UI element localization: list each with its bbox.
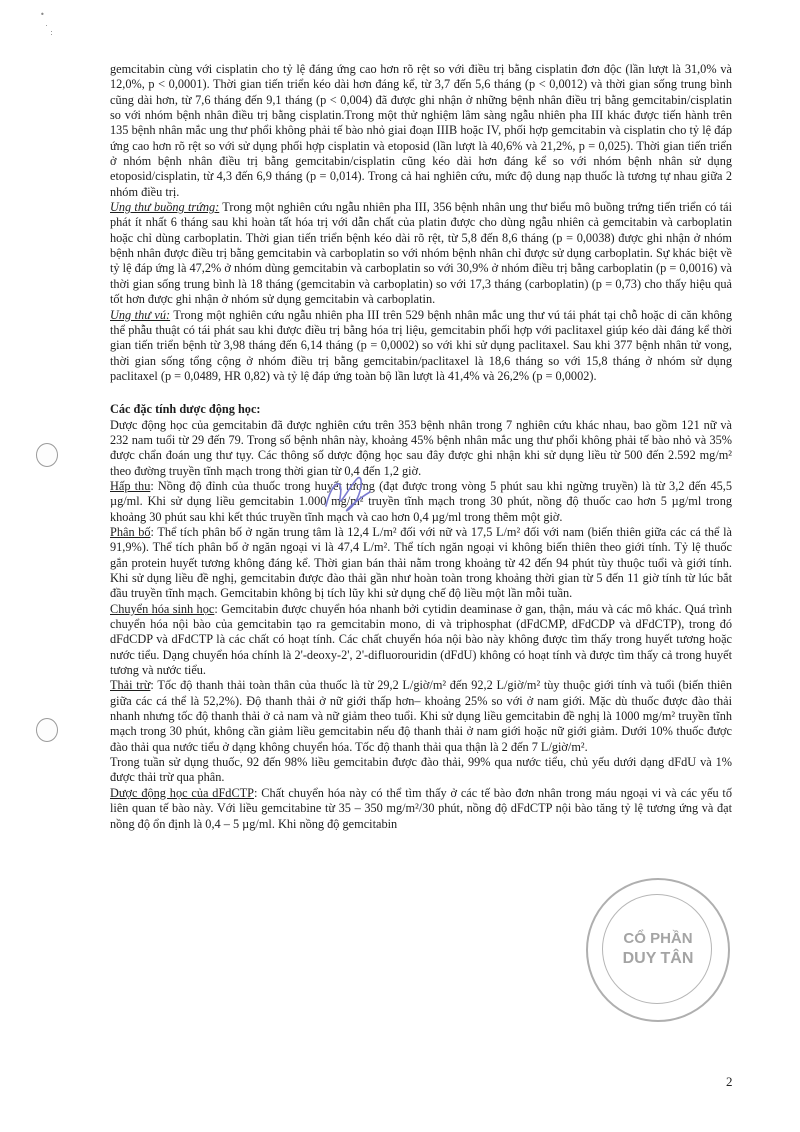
paragraph-distribution: Phân bố: Thể tích phân bố ở ngăn trung tâm là 12,4 L/m² đối với nữ và 17,5 L/m² đối với nam (biến thiên giữa các cá thể là 91,9%). Thể tích phân bố ở ngăn ngoại vi là 47,4 L/m². Thể tích ngăn ngoại vi không biến thiên theo giới tính. Tỷ lệ thuốc gắn protein huyết tương không đáng kể. Thời gian bán thải nằm trong khoảng từ 42 đến 94 phút tùy thuộc tuổi và giới tính. Khi sử dụng liều đề nghị, gemcitabin được đào thải gần như hoàn toàn trong khoảng thời gian từ 5 đến 11 giờ tính từ lúc bắt đầu truyền tĩnh mạch. Gemcitabin không bị tích lũy khi sử dụng chế độ liều một lần mỗi tuần.	[110, 524, 732, 601]
section-label-elimination: Thải trừ	[110, 678, 151, 693]
scan-specks: • . :	[40, 10, 53, 37]
punch-hole-top	[36, 443, 58, 467]
stamp-text-line1: CỔ PHẦN	[623, 930, 693, 947]
paragraph-lung-cancer: gemcitabin cùng với cisplatin cho tỷ lệ đáng ứng cao hơn rõ rệt so với điều trị bằng cisplatin đơn độc (lần lượt là 31,0% và 12,0%, p < 0,0001). Thời gian tiến triển kéo dài hơn đáng kể, từ 3,7 đến 5,6 tháng (p < 0,0012) và thời gian sống trung bình cũng dài hơn, từ 7,6 tháng đến 9,1 tháng (p < 0,004) đã được ghi nhận ở những bệnh nhân điều trị bằng gemcitabin/cisplatin so với nhóm bệnh nhân điều trị bằng cisplatin.Trong một thử nghiệm lâm sàng ngẫu nhiên pha III khác được tiến hành trên 135 bệnh nhân mắc ung thư phổi không phải tế bào nhỏ giai đoạn IIIB hoặc IV, phối hợp gemcitabin và cisplatin cho tỷ lệ đáp ứng cao hơn rõ rệt so với sử dụng phối hợp cisplatin và etoposid (lần lượt là 40,6% và 21,2%, p = 0,025). Thời gian tiến triển ở nhóm bệnh nhân điều trị bằng gemcitabin/cisplatin cũng kéo dài hơn đáng kể so với nhóm bệnh nhân sử dụng etoposid/cisplatin, từ 4,3 đến 6,9 tháng (p = 0,014). Trong cả hai nghiên cứu, mức độ dung nạp thuốc là tương tự nhau giữa 2 nhóm điều trị.	[110, 62, 732, 199]
paragraph-absorption: Hấp thu: Nồng độ đỉnh của thuốc trong huyết tương (đạt được trong vòng 5 phút sau khi ngừng truyền) là từ 3,2 đến 45,5 µg/ml. Khi sử dụng liều gemcitabin 1.000 mg/m² truyền tĩnh mạch trong 30 phút, nồng độ thuốc cao hơn 5 µg/ml trong khoảng 30 phút sau khi kết thúc truyền tĩnh mạch và cao hơn 0,4 µg/ml trong thêm một giờ.	[110, 478, 732, 524]
paragraph-dfdctp: Dược động học của dFdCTP: Chất chuyển hóa này có thể tìm thấy ở các tế bào đơn nhân trong máu ngoại vi và các yếu tố liên quan tế bào này. Với liều gemcitabine từ 35 – 350 mg/m²/30 phút, nồng độ dFdCTP nội bào tăng tỷ lệ tương ứng và đạt nồng độ ổn định là 0,4 – 5 µg/ml. Khi nồng độ gemcitabin	[110, 785, 733, 831]
page-number: 2	[726, 1074, 733, 1089]
paragraph-pk-intro: Dược động học của gemcitabin đã được nghiên cứu trên 353 bệnh nhân trong 7 nghiên cứu khác nhau, bao gồm 121 nữ và 232 nam tuổi từ 29 đến 79. Trong số bệnh nhân này, khoảng 45% bệnh nhân mắc ung thư phổi không phải tế bào nhỏ và 35% được chẩn đoán ung thư tụy. Các thông số dược động học sau đây được ghi nhận khi sử dụng liều từ 500 đến 2.592 mg/m² theo đường truyền tĩnh mạch trong thời gian từ 0,4 đến 1,2 giờ.	[110, 417, 732, 478]
section-label-absorption: Hấp thu	[110, 478, 151, 493]
document-body	[110, 62, 732, 832]
section-label-breast: Ung thư vú:	[110, 307, 171, 322]
section-label-dfdctp: Dược động học của dFdCTP	[110, 785, 254, 800]
section-label-metabolism: Chuyển hóa sinh học	[110, 601, 215, 616]
paragraph-metabolism: Chuyển hóa sinh học: Gemcitabin được chuyển hóa nhanh bởi cytidin deaminase ở gan, thận, máu và các mô khác. Quá trình chuyển hóa nội bào của gemcitabin tạo ra gemcitabin mono, di và triphosphat (dFdCMP, dFdCDP và dFdCTP), trong đó dFdCDP và dFdCTP là các chất có hoạt tính. Các chất chuyển hóa nội bào này không được tìm thấy trong huyết tương hoặc nước tiểu. Dạng chuyển hóa chính là 2'-deoxy-2', 2'-difluorouridin (dFdU) không có hoạt tính và được tìm thấy cả trong huyết tương và nước tiểu.	[110, 601, 732, 678]
heading-pharmacokinetics: Các đặc tính dược động học:	[110, 402, 261, 417]
stamp-inner-ring	[602, 894, 712, 1004]
stamp-text-line2: DUY TÂN	[622, 950, 694, 967]
company-stamp	[586, 878, 730, 1022]
paragraph-excretion: Trong tuần sử dụng thuốc, 92 đến 98% liều gemcitabin được đào thải, 99% qua nước tiểu, chủ yếu dưới dạng dFdU và 1% được thải trừ qua phân.	[110, 755, 732, 785]
punch-hole-bottom	[36, 718, 58, 742]
section-label-ovarian: Ung thư buồng trứng:	[110, 200, 220, 215]
paragraph-elimination: Thải trừ: Tốc độ thanh thải toàn thân của thuốc là từ 29,2 L/giờ/m² đến 92,2 L/giờ/m² tùy thuộc giới tính và tuổi (biến thiên giữa các cá thể là 52,2%). Độ thanh thải ở nữ giới thấp hơn– khoảng 25% so với ở nam giới. Mặc dù thuốc được đào thải nhanh nhưng tốc độ thanh thải ở cả nam và nữ giảm theo tuổi. Khi sử dụng liều gemcitabin đề nghị là 1000 mg/m² truyền tĩnh mạch trong 30 phút, không cần giảm liều gemcitabin nếu độ thanh thải ở nam giới hoặc nữ giới giảm. Dưới 10% thuốc được đào thải qua nước tiểu ở dạng không chuyển hóa. Tốc độ thanh thải qua thận là 2 đến 7 L/giờ/m².	[110, 678, 732, 754]
paragraph-ovarian-cancer: Ung thư buồng trứng: Trong một nghiên cứu ngẫu nhiên pha III, 356 bệnh nhân ung thư biểu mô buồng trứng tiến triển có tái phát ít nhất 6 tháng sau khi hoàn tất hóa trị với dẫn chất của platin được cho dùng ngẫu nhiên cả gemcitabin và carboplatin hoặc chỉ dùng carboplatin. Thời gian tiến triển bệnh kéo dài rõ rệt, từ 5,8 đến 8,6 tháng (p = 0,0038) được ghi nhận ở nhóm bệnh nhân được điều trị bằng gemcitabin và carboplatin so với nhóm bệnh nhân chỉ được sử dụng carboplatin. Sự khác biệt về tỷ lệ đáp ứng là 47,2% ở nhóm dùng gemcitabin và carboplatin so với 30,9% ở nhóm điều trị bằng carboplatin (p = 0,0016) và thời gian sống trung bình là 18 tháng (gemcitabin và carboplatin) so với 17,3 tháng (carboplatin) (p = 0,73) cho thấy hiệu quả tốt hơn được ghi nhận ở nhóm sử dụng gemcitabin và carboplatin.	[110, 200, 733, 307]
section-label-distribution: Phân bố	[110, 524, 151, 539]
paragraph-breast-cancer: Ung thư vú: Trong một nghiên cứu ngẫu nhiên pha III trên 529 bệnh nhân mắc ung thư vú tái phát tại chỗ hoặc di căn không thể phẫu thuật có tái phát sau khi được điều trị bằng hóa trị liệu, gemcitabin phối hợp với paclitaxel giúp kéo dài đáng kể thời gian tiến triển bệnh từ 3,98 tháng đến 6,14 tháng (p = 0,0002) so với khi sử dụng paclitaxel. Sau khi 377 bệnh nhân tử vong, thời gian sống tổng cộng ở nhóm điều trị bằng gemcitabin/paclitaxel là 18,6 tháng so với 15,8 tháng ở nhóm sử dụng paclitaxel (p = 0,0489, HR 0,82) và tỷ lệ đáp ứng toàn bộ lần lượt là 41,4% và 26,2% (p = 0,0002).	[110, 307, 732, 383]
